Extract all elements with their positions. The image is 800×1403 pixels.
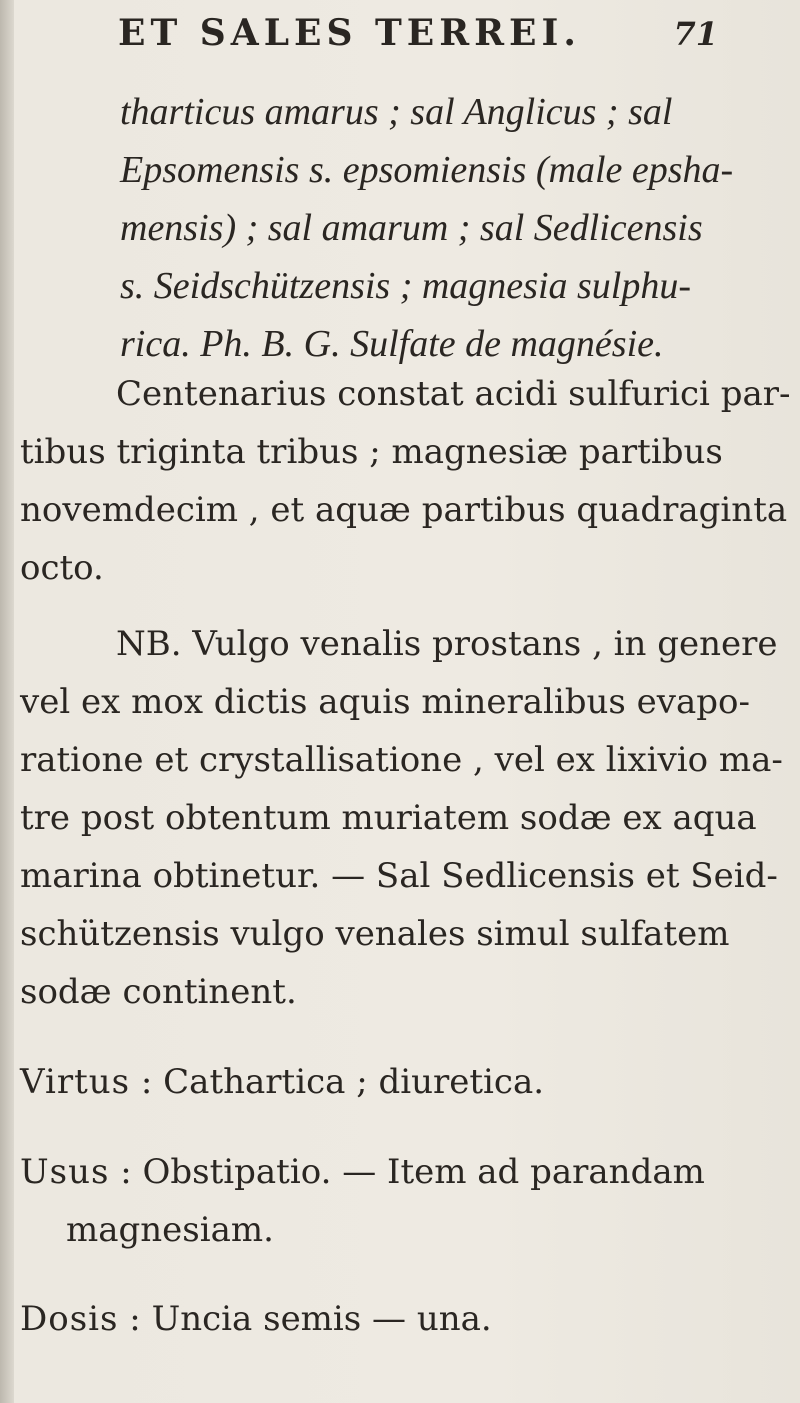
text-line: Epsomensis s. epsomiensis (male epsha-: [120, 149, 734, 191]
text-line: novemdecim , et aquæ partibus quadraginta: [20, 490, 788, 530]
text-line: sodæ continent.: [20, 972, 297, 1012]
page-spine-edge: [0, 0, 14, 1403]
virtus-text: : Cathartica ; diuretica.: [130, 1062, 545, 1102]
text-line: schützensis vulgo venales simul sulfatem: [20, 914, 730, 954]
text-line: mensis) ; sal amarum ; sal Sedlicensis: [120, 207, 703, 249]
running-header: [118, 12, 718, 54]
virtus-label: Virtus: [20, 1062, 131, 1102]
text-line: tre post obtentum muriatem sodæ ex aqua: [20, 798, 757, 838]
dosis-line: [20, 1290, 780, 1348]
dosis-label: Dosis: [20, 1299, 119, 1339]
virtus-entry: [20, 1053, 780, 1111]
text-line: marina obtinetur. — Sal Sedlicensis et Seid-: [20, 856, 778, 896]
text-line: octo.: [20, 548, 104, 588]
dosis-entry: [20, 1290, 780, 1348]
text-line: Centenarius constat acidi sulfurici par-: [116, 374, 791, 414]
page-number: 71: [673, 15, 718, 53]
text-line: ratione et crystallisatione , vel ex lixivio ma-: [20, 740, 783, 780]
usus-text: : Obstipatio. — Item ad parandam: [109, 1152, 705, 1192]
text-line: tharticus amarus ; sal Anglicus ; sal: [120, 91, 673, 133]
note-paragraph: [20, 615, 783, 1021]
running-title: ET SALES TERREI.: [118, 12, 581, 54]
composition-paragraph: [20, 365, 791, 597]
virtus-line: [20, 1053, 780, 1111]
usus-label: Usus: [20, 1152, 110, 1192]
usus-line: [20, 1143, 780, 1201]
text-line: tibus triginta tribus ; magnesiæ partibus: [20, 432, 723, 472]
text-line: s. Seidschützensis ; magnesia sulphu-: [120, 265, 692, 307]
text-line: vel ex mox dictis aquis mineralibus evapo-: [20, 682, 750, 722]
dosis-text: : Uncia semis — una.: [118, 1299, 492, 1339]
text-line: rica. Ph. B. G. Sulfate de magnésie.: [120, 323, 664, 365]
text-line: NB. Vulgo venalis prostans , in genere: [116, 624, 778, 664]
synonyms-paragraph: [20, 83, 780, 373]
usus-entry: [20, 1143, 780, 1259]
usus-continuation: magnesiam.: [66, 1210, 274, 1250]
